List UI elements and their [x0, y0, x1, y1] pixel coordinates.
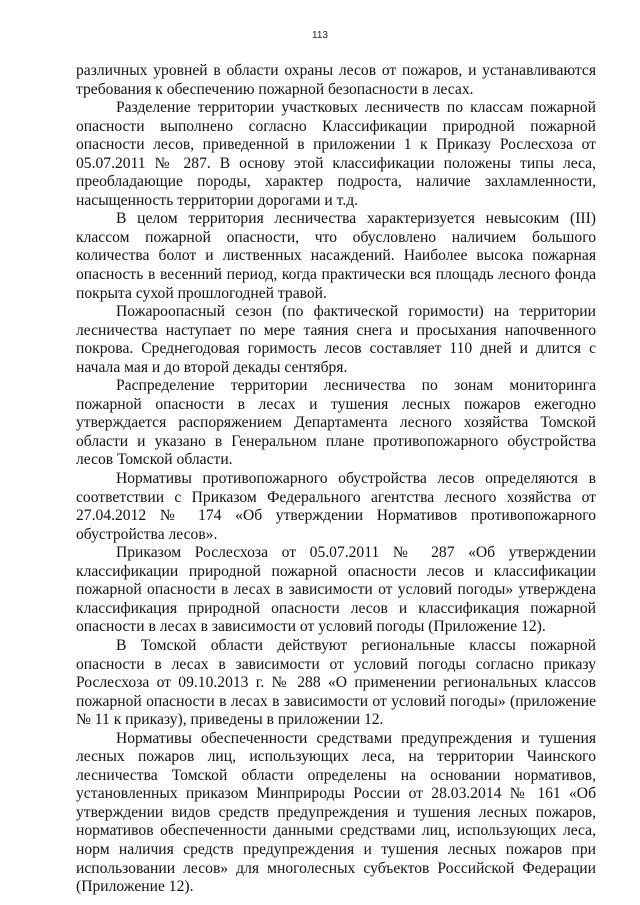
page-number: 113 [312, 30, 328, 41]
paragraph-hazard-class: В целом территория лесничества характеризуется невысоким (III) классом пожарной опасности, что обусловлено наличием большого количества болот и лиственных насаждений. Наиболее высока пожарная опасность в весенний период, когда практически вся площадь лесного фонда покрыта сухой прошлогодней травой. [76, 210, 596, 302]
paragraph-regional-classes: В Томской области действуют региональные классы пожарной опасности в лесах в зависимости от условий погоды согласно приказу Рослесхоза от 09.10.2013 г. № 288 «О применении региональных классов пожарной опасности в лесах в зависимости от условий погоды» (приложение № 11 к приказу), приведены в приложении 12. [76, 636, 596, 729]
paragraph-norms: Нормативы противопожарного обустройства лесов определяются в соответствии с Приказом Федерального агентства лесного хозяйства от 27.04.2012 № 174 «Об утверждении Нормативов противопожарного обустройства лесов». [76, 470, 596, 543]
paragraph-monitoring-zones: Распределение территории лесничества по зонам мониторинга пожарной опасности в лесах и тушения лесных пожаров ежегодно утверждается распоряжением Департамента лесного хозяйства Томской области и указано в Генеральном плане противопожарного обустройства лесов Томской области. [76, 377, 596, 469]
paragraph-continuation: различных уровней в области охраны лесов от пожаров, и устанавливаются требования к обеспечению пожарной безопасности в лесах. [76, 62, 596, 98]
paragraph-order-287: Приказом Рослесхоза от 05.07.2011 № 287 «Об утверждении классификации природной пожарной опасности лесов и классификации пожарной опасности в лесах в зависимости от условий погоды» утверждена классификация природной опасности лесов и классификация пожарной опасности в лесах в зависимости от условий погоды (Приложение 12). [76, 544, 596, 636]
paragraph-classification: Разделение территории участковых лесничеств по классам пожарной опасности выполнено согласно Классификации природной пожарной опасности лесов, приведенной в приложении 1 к Приказу Рослесхоза от 05.07.2011 № 287. В основу этой классификации положены типы леса, преобладающие породы, характер подроста, наличие захламленности, насыщенность территории дорогами и т.д. [76, 99, 596, 209]
paragraph-fire-season: Пожароопасный сезон (по фактической горимости) на территории лесничества наступает по мере таяния снега и просыхания напочвенного покрова. Среднегодовая горимость лесов составляет 110 дней и длится с начала мая и до второй декады сентября. [76, 303, 596, 376]
body-text [76, 62, 596, 897]
paragraph-equipment-norms: Нормативы обеспеченности средствами предупреждения и тушения лесных пожаров лиц, использующих леса, на территории Чаинского лесничества Томской области определены на основании нормативов, установленных приказом Минприроды России от 28.03.2014 № 161 «Об утверждении видов средств предупреждения и тушения лесных пожаров, нормативов обеспеченности данными средствами лиц, использующих леса, норм наличия средств предупреждения и тушения лесных пожаров при использовании лесов» для многолесных субъектов Российской Федерации (Приложение 12). [76, 729, 596, 896]
